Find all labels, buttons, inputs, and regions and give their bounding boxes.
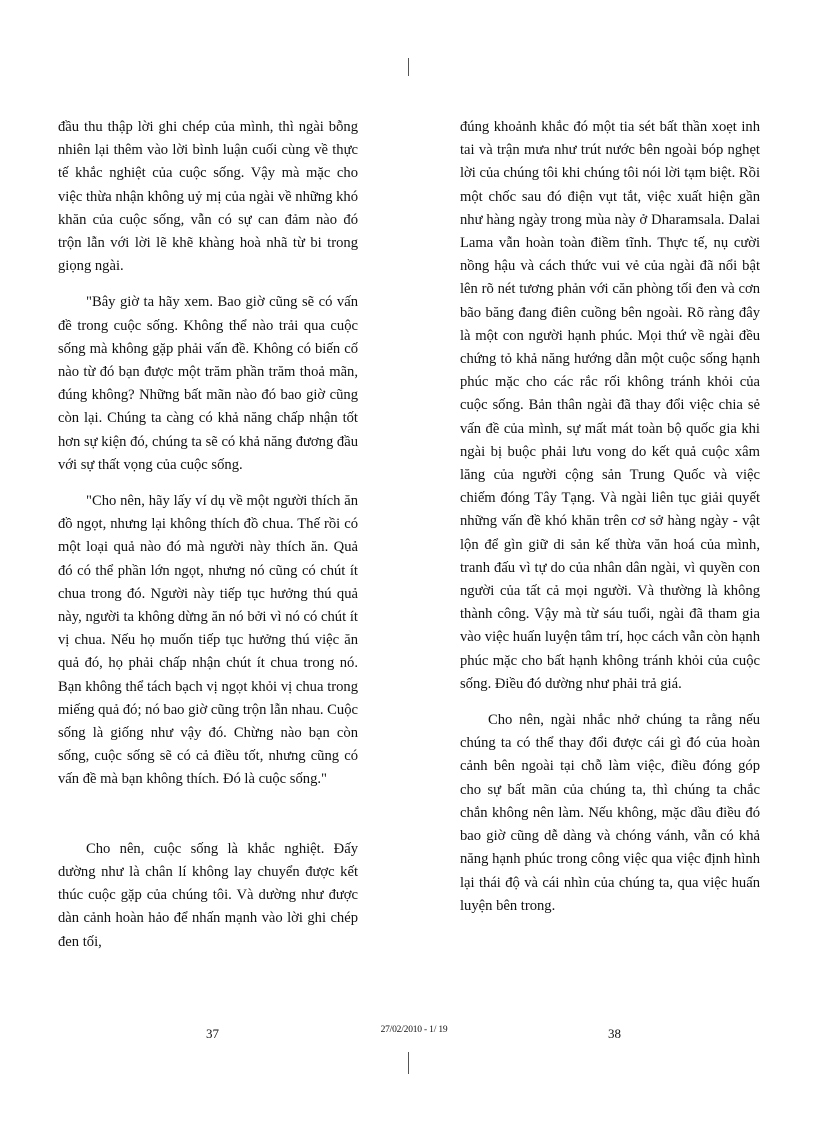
fold-mark-bottom <box>408 1052 409 1074</box>
page-number-left: 37 <box>206 1026 219 1041</box>
paragraph: Cho nên, ngài nhắc nhở chúng ta rằng nếu chúng ta có thể thay đổi được cái gì đó của hoàn cảnh bên ngoài tại chỗ làm việc, điều đóng góp cho sự bất mãn của chúng ta, thì chúng ta chắc chắn không nên làm. Nếu không, mặc dầu điều đó bao giờ cũng dễ dàng và chóng vánh, vẫn có khả năng hạnh phúc trong công việc qua việc định hình lại thái độ và cái nhìn của chúng ta, qua việc huấn luyện bên trong. <box>460 712 760 914</box>
fold-mark-top <box>408 58 409 76</box>
left-page-text <box>58 116 358 954</box>
paragraph: đúng khoảnh khắc đó một tia sét bất thần xoẹt inh tai và trận mưa như trút nước bên ngoài bóp nghẹt lời của chúng tôi khi chúng tôi nói lời tạm biệt. Rồi một chốc sau đó điện vụt tắt, việc xuất hiện gần như hàng ngày trong mùa này ở Dharamsala. Dalai Lama vẫn hoàn toàn điềm tĩnh. Thực tế, nụ cười nồng hậu và cách thức vui vẻ của ngài đã nổi bật lên rõ nét tương phản với căn phòng tối đen và cơn bão băng đang điên cuồng bên ngoài. Rõ ràng đây là một con người hạnh phúc. Mọi thứ về ngài đều chứng tỏ khả năng hướng dẫn một cuộc sống hạnh phúc mặc cho các rắc rối không tránh khỏi của cuộc sống. Bản thân ngài đã thay đổi việc chia sẻ vấn đề của mình, sự mất mát toàn bộ quốc gia khi ngài bị buộc phải lưu vong do kết quả cuộc xâm lăng của người cộng sản Trung Quốc và việc chiếm đóng Tây Tạng. Và ngài liên tục giải quyết những vấn đề khó khăn trên cơ sở hàng ngày - vật lộn để gìn giữ di sản kế thừa văn hoá của mình, tranh đấu vì tự do của nhân dân ngài, vì quyền con người của tất cả mọi người. Và thường là không thành công. Vậy mà từ sáu tuổi, ngài đã tham gia vào việc huấn luyện tâm trí, học cách vẫn còn hạnh phúc mặc cho bất hạnh không tránh khỏi của cuộc sống. Điều đó dường như phải trả giá. <box>460 119 760 692</box>
print-date-stamp: 27/02/2010 - 1/ 19 <box>380 1025 448 1035</box>
right-page-text <box>460 116 760 918</box>
paragraph: Cho nên, cuộc sống là khắc nghiệt. Đấy dường như là chân lí không lay chuyển được kết thúc cuộc gặp của chúng tôi. Và dường như được dàn cảnh hoàn hảo để nhấn mạnh vào lời ghi chép đen tối, <box>58 840 358 950</box>
paragraph: "Bây giờ ta hãy xem. Bao giờ cũng sẽ có vấn đề trong cuộc sống. Không thể nào trải qua cuộc sống mà không gặp phải vấn đề. Không có biến cố nào từ đó bạn được một trăm phần trăm thoả mãn, đúng không? Những bất mãn nào đó bao giờ cũng còn lại. Chúng ta càng có khả năng chấp nhận tốt hơn sự kiện đó, chúng ta sẽ có khả năng đương đầu với sự thất vọng của cuộc sống. <box>58 294 358 473</box>
paragraph: đầu thu thập lời ghi chép của mình, thì ngài bỗng nhiên lại thêm vào lời bình luận cuối cùng về thực tế khắc nghiệt của cuộc sống. Vậy mà mặc cho việc thừa nhận không uỷ mị của ngài về những khó khăn của cuộc sống, vẫn có sự can đảm nào đó trộn lẫn với lời lẽ khẽ khàng hoà nhã từ bi trong giọng ngài. <box>58 119 358 275</box>
page-number-right: 38 <box>608 1026 621 1041</box>
paragraph: "Cho nên, hãy lấy ví dụ về một người thích ăn đồ ngọt, nhưng lại không thích đồ chua. Thế rồi có một loại quả nào đó mà người này thích ăn. Quả đó có thể phần lớn ngọt, nhưng nó cũng có chút ít chua trong đó. Người này tiếp tục hưởng thú quả này, người ta không dừng ăn nó bởi vì nó có chút ít vị chua. Nếu họ muốn tiếp tục hưởng thú việc ăn quả đó, họ phải chấp nhận chút ít chua trong nó. Bạn không thể tách bạch vị ngọt khỏi vị chua trong miếng quả đó; nó bao giờ cũng trộn lẫn nhau. Cuộc sống là giống như vậy đó. Chừng nào bạn còn sống, cuộc sống sẽ có cả điều tốt, nhưng cũng có vấn đề mà bạn không thích. Đó là cuộc sống." <box>58 493 358 788</box>
